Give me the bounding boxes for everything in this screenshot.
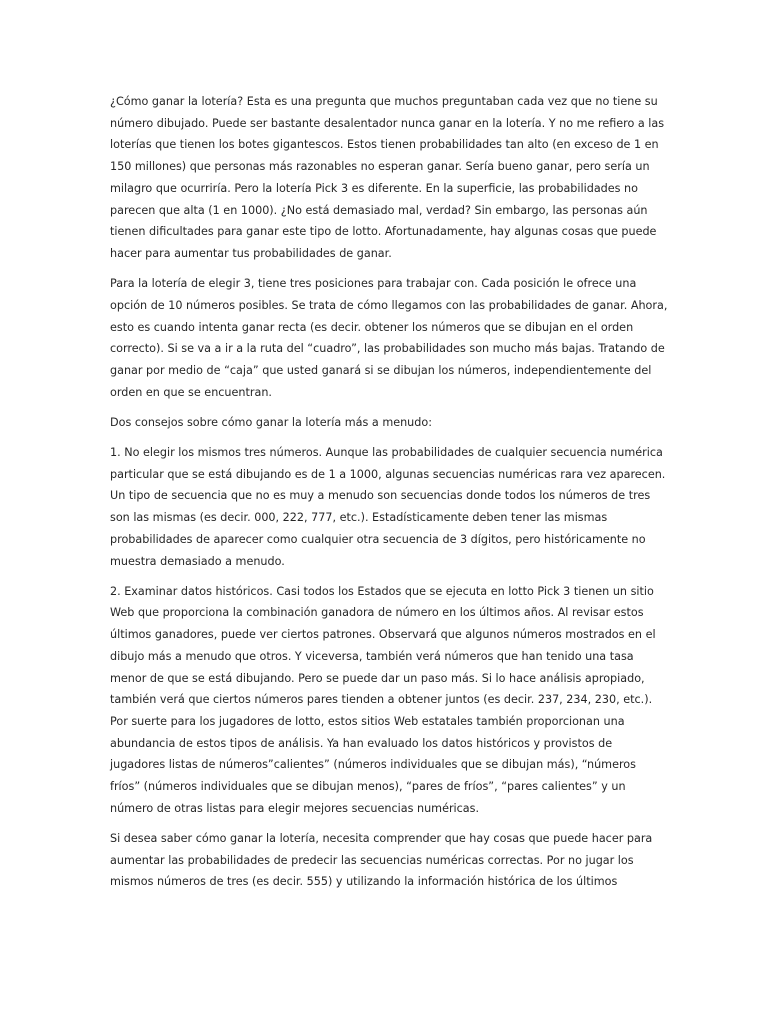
paragraph [110,412,662,434]
text-line: abundancia de estos tipos de análisis. Ya han evaluado los datos históricos y provistos de [110,736,613,750]
text-line: 2. Examinar datos históricos. Casi todos los Estados que se ejecuta en lotto Pick 3 tienen un sitio [110,584,654,598]
text-line: loterías que tienen los botes gigantescos. Estos tienen probabilidades tan alto (en exceso de 1 en [110,138,659,152]
document-body [110,91,668,902]
text-line: particular que se está dibujando es de 1 a 1000, algunas secuencias numéricas rara vez aparecen. [110,467,666,481]
text-line: correcto). Si se va a ir a la ruta del “cuadro”, las probabilidades son mucho más bajas. Tratando de [110,342,665,356]
text-line: Dos consejos sobre cómo ganar la lotería más a menudo: [110,415,432,429]
paragraph [110,442,666,572]
text-line: fríos” (números individuales que se dibujan menos), “pares de fríos”, “pares calientes” y un [110,780,626,794]
paragraph [110,828,662,893]
paragraph [110,91,665,265]
text-line: esto es cuando intenta ganar recta (es decir. obtener los números que se dibujan en el orden [110,320,634,334]
text-line: menor de que se está dibujando. Pero se puede dar un paso más. Si lo hace análisis apropiado, [110,671,645,685]
text-line: probabilidades de aparecer como cualquier otra secuencia de 3 dígitos, pero históricamente no [110,532,646,546]
paragraph [110,581,662,820]
text-line: mismos números de tres (es decir. 555) y utilizando la información histórica de los últimos [110,875,618,889]
text-line: últimos ganadores, puede ver ciertos patrones. Observará que algunos números mostrados en el [110,628,656,642]
text-line: Web que proporciona la combinación ganadora de número en los últimos años. Al revisar estos [110,606,644,620]
text-line: tienen dificultades para ganar este tipo de lotto. Afortunadamente, hay algunas cosas que puede [110,225,657,239]
text-line: parecen que alta (1 en 1000). ¿No está demasiado mal, verdad? Sin embargo, las personas aún [110,203,648,217]
text-line: dibujo más a menudo que otros. Y viceversa, también verá números que han tenido una tasa [110,649,634,663]
text-line: 1. No elegir los mismos tres números. Aunque las probabilidades de cualquier secuencia numérica [110,446,663,460]
text-line: Si desea saber cómo ganar la lotería, necesita comprender que hay cosas que puede hacer para [110,832,653,845]
text-line: número dibujado. Puede ser bastante desalentador nunca ganar en la lotería. Y no me refiero a las [110,116,665,130]
text-line: jugadores listas de números”calientes” (números individuales que se dibujan más), “números [110,758,636,772]
text-line: número de otras listas para elegir mejores secuencias numéricas. [110,801,480,815]
text-line: Por suerte para los jugadores de lotto, estos sitios Web estatales también proporcionan una [110,714,625,728]
text-line: orden en que se encuentran. [110,385,272,399]
text-line: también verá que ciertos números pares tienden a obtener juntos (es decir. 237, 234, 230, etc.). [110,693,653,707]
text-line: son las mismas (es decir. 000, 222, 777, etc.). Estadísticamente deben tener las mismas [110,511,608,525]
text-line: Para la lotería de elegir 3, tiene tres posiciones para trabajar con. Cada posición le ofrece una [110,277,637,291]
text-line: 150 millones) que personas más razonables no esperan ganar. Sería bueno ganar, pero sería un [110,160,650,174]
paragraph [110,273,668,403]
text-line: ganar por medio de “caja” que usted ganará si se dibujan los números, independientemente del [110,363,652,377]
text-line: aumentar las probabilidades de predecir las secuencias numéricas correctas. Por no jugar los [110,853,634,867]
text-line: milagro que ocurriría. Pero la lotería Pick 3 es diferente. En la superficie, las probabilidades no [110,181,638,195]
text-line: hacer para aumentar tus probabilidades de ganar. [110,246,392,260]
text-line: Un tipo de secuencia que no es muy a menudo son secuencias donde todos los números de tres [110,489,651,503]
text-line: muestra demasiado a menudo. [110,554,285,568]
text-line: opción de 10 números posibles. Se trata de cómo llegamos con las probabilidades de ganar. Ahora, [110,298,668,312]
text-line: ¿Cómo ganar la lotería? Esta es una pregunta que muchos preguntaban cada vez que no tiene su [110,95,658,108]
